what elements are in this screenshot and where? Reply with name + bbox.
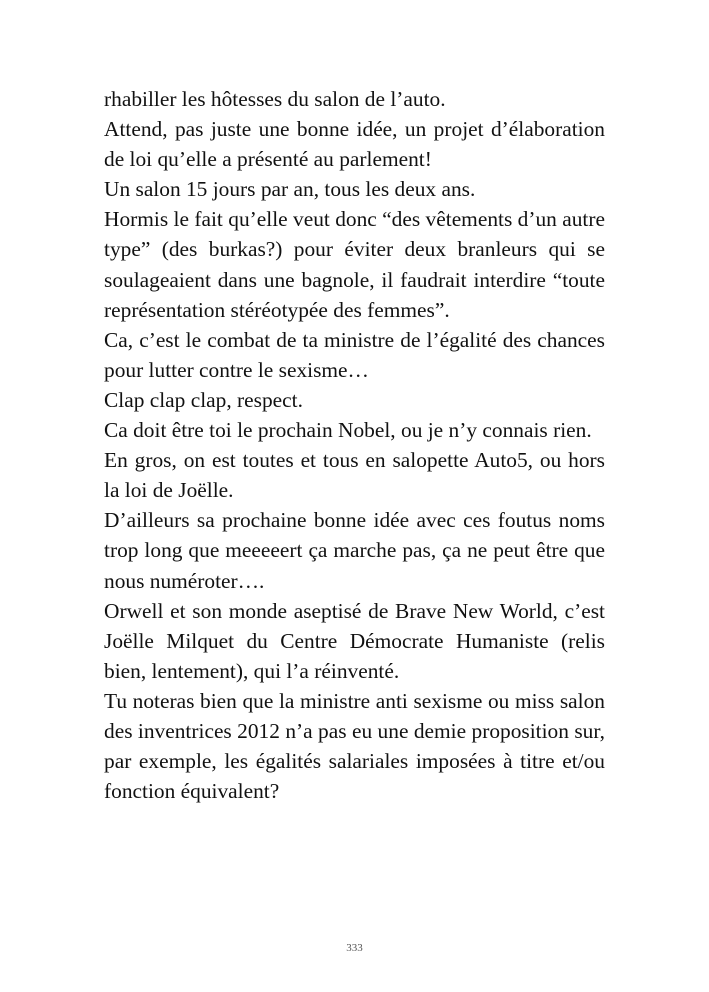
paragraph: Attend, pas juste une bonne idée, un projet d’élaboration de loi qu’elle a présenté au parlement! bbox=[104, 117, 605, 172]
paragraph: Clap clap clap, respect. bbox=[104, 387, 303, 412]
paragraph: En gros, on est toutes et tous en salopette Auto5, ou hors la loi de Joëlle. bbox=[104, 448, 605, 503]
paragraph: Hormis le fait qu’elle veut donc “des vêtements d’un autre type” (des burkas?) pour éviter deux branleurs qui se soulageaient dans une bagnole, il faudrait interdire “toute représentation stéréotypée des femmes”. bbox=[104, 207, 605, 322]
body-text bbox=[104, 84, 605, 806]
paragraph: D’ailleurs sa prochaine bonne idée avec ces foutus noms trop long que meeeeert ça marche pas, ça ne peut être que nous numéroter…. bbox=[104, 508, 605, 593]
paragraph: Ca, c’est le combat de ta ministre de l’égalité des chances pour lutter contre le sexisme… bbox=[104, 327, 605, 382]
paragraph: Orwell et son monde aseptisé de Brave New World, c’est Joëlle Milquet du Centre Démocrate Humaniste (relis bien, lentement), qui l’a réinventé. bbox=[104, 598, 605, 683]
page-number: 333 bbox=[346, 942, 363, 954]
paragraph: Tu noteras bien que la ministre anti sexisme ou miss salon des inventrices 2012 n’a pas eu une demie proposition sur, par exemple, les égalités salariales imposées à titre et/ou fonction équivalent? bbox=[104, 688, 605, 804]
paragraph: Un salon 15 jours par an, tous les deux ans. bbox=[104, 177, 476, 202]
paragraph: rhabiller les hôtesses du salon de l’auto. bbox=[104, 87, 446, 111]
paragraph: Ca doit être toi le prochain Nobel, ou je n’y connais rien. bbox=[104, 418, 592, 443]
